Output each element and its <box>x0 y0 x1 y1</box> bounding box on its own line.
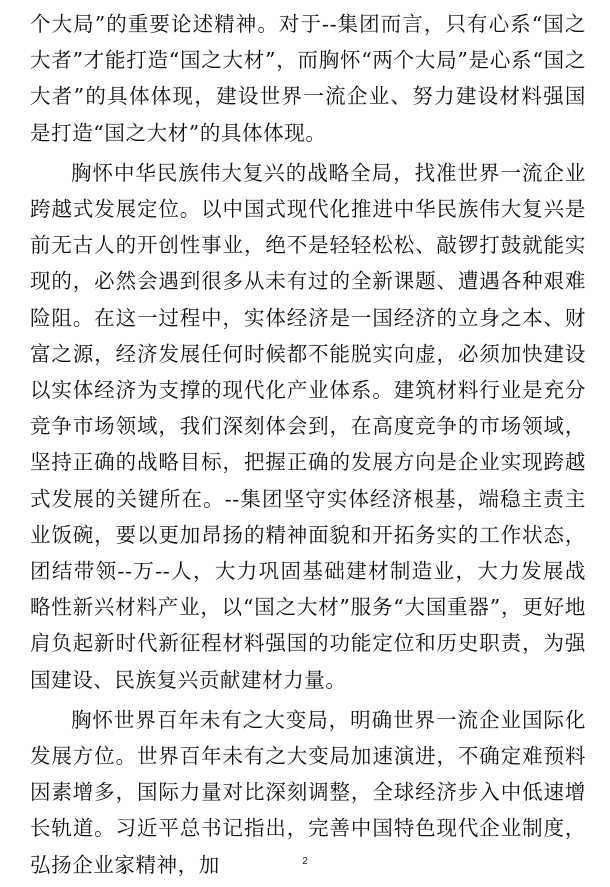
paragraph-2: 胸怀中华民族伟大复兴的战略全局，找准世界一流企业跨越式发展定位。以中国式现代化推进中华民族伟大复兴是前无古人的开创性事业，绝不是轻轻松松、敲锣打鼓就能实现的，必然会遇到很多从未有过的全新课题、遭遇各种艰难险阻。在这一过程中，实体经济是一国经济的立身之本、财富之源，经济发展任何时候都不能脱实向虚，必须加快建设以实体经济为支撑的现代化产业体系。建筑材料行业是充分竞争市场领域，我们深刻体会到，在高度竞争的市场领域，坚持正确的战略目标，把握正确的发展方向是企业实现跨越式发展的关键所在。--集团坚守实体经济根基，端稳主责主业饭碗，要以更加昂扬的精神面貌和开拓务实的工作状态，团结带领--万--人，大力巩固基础建材制造业，大力发展战略性新兴材料产业，以“国之大材”服务“大国重器”，更好地肩负起新时代新征程材料强国的功能定位和历史职责，为强国建设、民族复兴贡献建材力量。 <box>30 160 586 692</box>
paragraph-1: 个大局”的重要论述精神。对于--集团而言，只有心系“国之大者”才能打造“国之大材”，而胸怀“两个大局”是心系“国之大者”的具体体现，建设世界一流企业、努力建设材料强国是打造“国之大材”的具体体现。 <box>30 12 586 145</box>
paragraph-3: 胸怀世界百年未有之大变局，明确世界一流企业国际化发展方位。世界百年未有之大变局加速演进，不确定难预料因素增多，国际力量对比深刻调整，全球经济步入中低速增长轨道。习近平总书记指出，完善中国特色现代企业制度，弘扬企业家精神，加 <box>30 707 586 877</box>
document-page <box>30 6 586 887</box>
page-number: 2 <box>302 856 308 867</box>
